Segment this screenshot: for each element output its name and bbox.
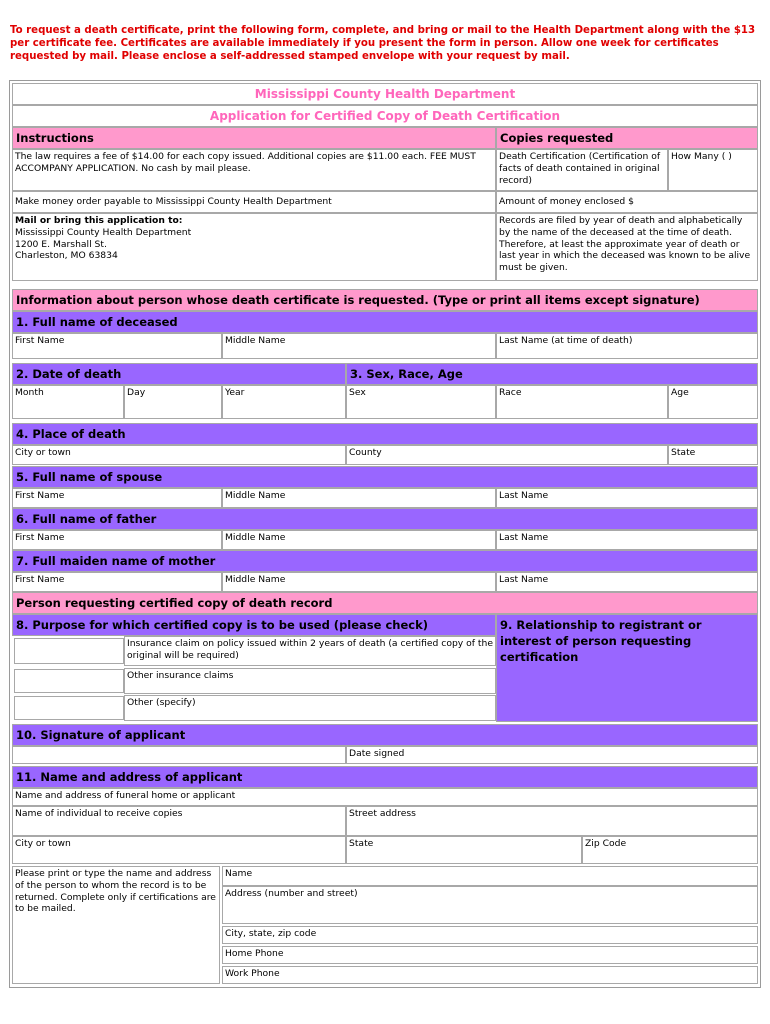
father-first-name-field[interactable]: First Name xyxy=(12,530,222,550)
spouse-heading: 5. Full name of spouse xyxy=(12,466,758,488)
purpose-checkbox[interactable] xyxy=(14,638,124,664)
father-heading: 6. Full name of father xyxy=(12,508,758,530)
address-line: 1200 E. Marshall St. xyxy=(15,238,107,250)
form-title: Application for Certified Copy of Death Certification xyxy=(12,105,758,127)
mother-last-name-field[interactable]: Last Name xyxy=(496,572,758,592)
sex-race-age-heading: 3. Sex, Race, Age xyxy=(346,363,758,385)
mail-address-block xyxy=(12,213,496,281)
date-of-death-heading: 2. Date of death xyxy=(12,363,346,385)
death-certification-label: Death Certification (Certification of facts of death contained in original record) xyxy=(496,149,668,191)
mother-heading: 7. Full maiden name of mother xyxy=(12,550,758,572)
purpose-option-label: Other (specify) xyxy=(124,695,496,721)
address-line: Charleston, MO 63834 xyxy=(15,250,118,262)
death-city-field[interactable]: City or town xyxy=(12,445,346,465)
street-address-field[interactable]: Street address xyxy=(346,806,758,836)
money-order-note: Make money order payable to Mississippi County Health Department xyxy=(12,191,496,213)
home-phone-field[interactable]: Home Phone xyxy=(222,946,758,964)
place-of-death-heading: 4. Place of death xyxy=(12,423,758,445)
return-city-state-zip-field[interactable]: City, state, zip code xyxy=(222,926,758,944)
funeral-home-field[interactable]: Name and address of funeral home or applicant xyxy=(12,788,758,806)
spouse-last-name-field[interactable]: Last Name xyxy=(496,488,758,508)
applicant-city-field[interactable]: City or town xyxy=(12,836,346,864)
deceased-first-name-field[interactable]: First Name xyxy=(12,333,222,359)
mail-heading: Mail or bring this application to: xyxy=(15,215,183,226)
spouse-middle-name-field[interactable]: Middle Name xyxy=(222,488,496,508)
sex-field[interactable]: Sex xyxy=(346,385,496,419)
purpose-option-label: Other insurance claims xyxy=(124,668,496,694)
return-name-field[interactable]: Name xyxy=(222,866,758,886)
applicant-zip-field[interactable]: Zip Code xyxy=(582,836,758,864)
instructions-heading: Instructions xyxy=(12,127,496,149)
deceased-info-heading: Information about person whose death certificate is requested. (Type or print all items except signature) xyxy=(12,289,758,311)
how-many-field[interactable]: How Many ( ) xyxy=(668,149,758,191)
applicant-state-field[interactable]: State xyxy=(346,836,582,864)
father-middle-name-field[interactable]: Middle Name xyxy=(222,530,496,550)
deceased-name-heading: 1. Full name of deceased xyxy=(12,311,758,333)
deceased-last-name-field[interactable]: Last Name (at time of death) xyxy=(496,333,758,359)
intro-text: To request a death certificate, print the following form, complete, and bring or mail to the Health Department along with the $13 per certificate fee. Certificates are available immediately if you present the form in person. Allow one week for certificates requested by mail. Please enclose a self-addressed stamped envelope with your request by mail. xyxy=(10,25,756,62)
fee-instructions: The law requires a fee of $14.00 for each copy issued. Additional copies are $11.00 each. FEE MUST ACCOMPANY APPLICATION. No cash by mail please. xyxy=(12,149,496,191)
mother-middle-name-field[interactable]: Middle Name xyxy=(222,572,496,592)
deceased-middle-name-field[interactable]: Middle Name xyxy=(222,333,496,359)
death-month-field[interactable]: Month xyxy=(12,385,124,419)
requester-heading: Person requesting certified copy of death record xyxy=(12,592,758,614)
address-line: Mississippi County Health Department xyxy=(15,226,192,238)
copies-heading: Copies requested xyxy=(496,127,758,149)
signature-field[interactable] xyxy=(12,746,346,764)
applicant-heading: 11. Name and address of applicant xyxy=(12,766,758,788)
age-field[interactable]: Age xyxy=(668,385,758,419)
relationship-heading: 9. Relationship to registrant or interest of person requesting certification xyxy=(496,614,758,722)
purpose-checkbox[interactable] xyxy=(14,696,124,720)
spouse-first-name-field[interactable]: First Name xyxy=(12,488,222,508)
return-note: Please print or type the name and address of the person to whom the record is to be returned. Complete only if certifications are to be mailed. xyxy=(12,866,220,984)
purpose-heading: 8. Purpose for which certified copy is to be used (please check) xyxy=(12,614,496,636)
work-phone-field[interactable]: Work Phone xyxy=(222,966,758,984)
death-county-field[interactable]: County xyxy=(346,445,668,465)
death-year-field[interactable]: Year xyxy=(222,385,346,419)
date-signed-field[interactable]: Date signed xyxy=(346,746,758,764)
purpose-checkbox[interactable] xyxy=(14,669,124,693)
return-address-field[interactable]: Address (number and street) xyxy=(222,886,758,924)
signature-heading: 10. Signature of applicant xyxy=(12,724,758,746)
records-note: Records are filed by year of death and alphabetically by the name of the deceased at the time of death. Therefore, at least the approximate year of death or last year in which the deceased was known to be alive must be given. xyxy=(496,213,758,281)
death-certificate-form xyxy=(9,80,761,988)
receiver-name-field[interactable]: Name of individual to receive copies xyxy=(12,806,346,836)
mother-first-name-field[interactable]: First Name xyxy=(12,572,222,592)
purpose-option-label: Insurance claim on policy issued within 2 years of death (a certified copy of the original will be required) xyxy=(124,636,496,666)
department-title: Mississippi County Health Department xyxy=(12,83,758,105)
father-last-name-field[interactable]: Last Name xyxy=(496,530,758,550)
amount-enclosed-field[interactable]: Amount of money enclosed $ xyxy=(496,191,758,213)
death-state-field[interactable]: State xyxy=(668,445,758,465)
death-day-field[interactable]: Day xyxy=(124,385,222,419)
race-field[interactable]: Race xyxy=(496,385,668,419)
